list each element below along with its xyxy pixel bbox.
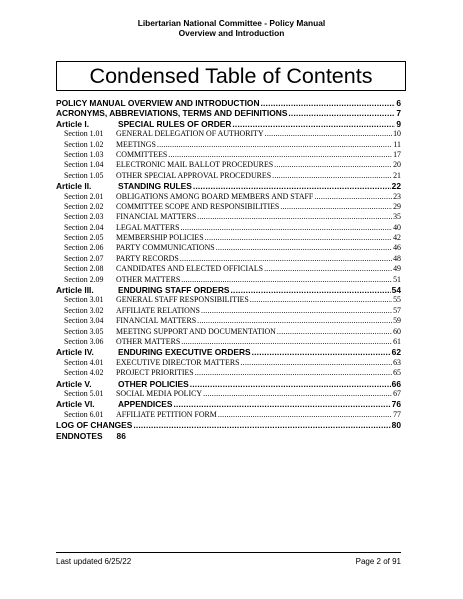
toc-entry-section[interactable]	[56, 192, 401, 202]
toc-entry-article[interactable]	[56, 285, 401, 295]
toc-entry-label: EXECUTIVE DIRECTOR MATTERS	[116, 357, 240, 367]
toc-entry-section[interactable]	[56, 202, 401, 212]
toc-leader-dots	[181, 223, 393, 233]
toc-entry-page: 67	[393, 388, 401, 398]
toc-entry-page: 23	[393, 191, 401, 201]
toc-entry-page: 42	[393, 233, 401, 243]
toc-entry-section[interactable]	[56, 295, 401, 305]
toc-entry-section[interactable]	[56, 337, 401, 347]
toc-entry-page: 11	[393, 139, 401, 149]
toc-entry-article[interactable]	[56, 379, 401, 389]
toc-entry-number: Article V.	[56, 378, 92, 389]
toc-leader-dots	[280, 202, 392, 212]
toc-entry-page: 48	[393, 253, 401, 263]
toc-entry-number: Section 3.02	[64, 305, 104, 315]
toc-entry-page: 61	[393, 336, 401, 346]
toc-leader-dots	[232, 119, 395, 129]
last-updated: Last updated 6/25/22	[56, 557, 132, 566]
toc-entry-number: Section 4.01	[64, 357, 104, 367]
toc-entry-label: PARTY COMMUNICATIONS	[116, 243, 215, 253]
toc-entry-section[interactable]	[56, 171, 401, 181]
toc-entry-section[interactable]	[56, 129, 401, 139]
toc-leader-dots	[314, 192, 392, 202]
toc-entry-section[interactable]	[56, 316, 401, 326]
toc-entry-number: Section 1.01	[64, 129, 104, 139]
toc-entry-page: 51	[393, 274, 401, 284]
toc-leader-dots	[193, 181, 391, 191]
toc-leader-dots	[216, 243, 392, 253]
toc-entry-number: Article II.	[56, 181, 92, 192]
toc-entry-page: 20	[393, 160, 401, 170]
page-header	[0, 18, 463, 39]
toc-entry-label: GENERAL STAFF RESPONSIBILITIES	[116, 295, 249, 305]
toc-entry-number: Section 2.02	[64, 201, 104, 211]
toc-leader-dots	[231, 285, 391, 295]
toc-leader-dots	[197, 316, 392, 326]
toc-entry-label: OTHER MATTERS	[116, 274, 181, 284]
toc-entry-label: MEETING SUPPORT AND DOCUMENTATION	[116, 326, 276, 336]
toc-leader-dots	[277, 327, 392, 337]
toc-entry-page: 10	[393, 129, 401, 139]
toc-leader-dots	[157, 140, 393, 150]
toc-entry-page: 40	[393, 222, 401, 232]
toc-entry-number: Section 3.01	[64, 295, 104, 305]
toc-entry-number: Article I.	[56, 118, 90, 129]
toc-entry-article[interactable]	[56, 399, 401, 409]
toc-entry-label: POLICY MANUAL OVERVIEW AND INTRODUCTION	[56, 98, 260, 108]
toc-entry-label: STANDING RULES	[118, 181, 192, 192]
toc-entry-label: MEMBERSHIP POLICIES	[116, 233, 204, 243]
toc-entry-section[interactable]	[56, 243, 401, 253]
toc-entry-label: AFFILIATE RELATIONS	[116, 305, 200, 315]
toc-entry-number: Section 2.06	[64, 243, 104, 253]
toc-entry-page: 80	[391, 420, 401, 431]
toc-entry-label: LEGAL MATTERS	[116, 222, 180, 232]
toc-entry-article[interactable]	[56, 98, 401, 108]
toc-entry-number: Section 2.04	[64, 222, 104, 232]
toc-entry-section[interactable]	[56, 306, 401, 316]
toc-entry-number: Section 4.02	[64, 368, 104, 378]
toc-leader-dots	[203, 389, 392, 399]
toc-leader-dots	[272, 171, 392, 181]
toc-entry-page: 6	[396, 98, 401, 108]
toc-entry-label: ENDURING EXECUTIVE ORDERS	[118, 347, 251, 358]
toc-leader-dots	[264, 264, 392, 274]
toc-entry-page: 63	[393, 357, 401, 367]
toc-entry-article[interactable]	[56, 119, 401, 129]
toc-entry-page: 77	[393, 409, 401, 419]
toc-entry-label: ENDURING STAFF ORDERS	[118, 285, 230, 296]
toc-entry-label: FINANCIAL MATTERS	[116, 212, 197, 222]
toc-leader-dots	[190, 379, 391, 389]
toc-entry-number: Section 2.08	[64, 264, 104, 274]
toc-entry-label: AFFILIATE PETITION FORM	[116, 409, 217, 419]
toc-entry-page: 55	[393, 295, 401, 305]
toc-entry-page: 17	[393, 149, 401, 159]
toc-leader-dots	[265, 129, 392, 139]
toc-entry-section[interactable]	[56, 223, 401, 233]
toc-leader-dots	[288, 108, 395, 118]
toc-entry-number: Section 1.02	[64, 139, 104, 149]
toc-leader-dots	[173, 399, 390, 409]
toc-leader-dots	[180, 254, 392, 264]
toc-entry-page: 65	[393, 368, 401, 378]
toc-entry-section[interactable]	[56, 275, 401, 285]
toc-entry-section[interactable]	[56, 358, 401, 368]
toc-entry-number: Section 3.06	[64, 336, 104, 346]
toc-leader-dots	[201, 306, 392, 316]
toc-leader-dots	[181, 275, 392, 285]
toc-entry-label: ENDNOTES	[56, 430, 103, 441]
toc-entry-section[interactable]	[56, 140, 401, 150]
toc-entry-section[interactable]	[56, 327, 401, 337]
toc-entry-label: SOCIAL MEDIA POLICY	[116, 388, 203, 398]
toc-entry-section[interactable]	[56, 264, 401, 274]
toc-entry-article[interactable]	[56, 420, 401, 430]
toc-leader-dots	[252, 347, 391, 357]
toc-entry-article[interactable]	[56, 347, 401, 357]
toc-entry-label: FINANCIAL MATTERS	[116, 316, 197, 326]
toc-entry-page: 86	[116, 430, 126, 441]
toc-entry-number: Section 3.05	[64, 326, 104, 336]
toc-leader-dots	[250, 295, 392, 305]
toc-entry-label: MEETINGS	[116, 139, 156, 149]
toc-entry-section[interactable]	[56, 212, 401, 222]
toc-leader-dots	[168, 150, 392, 160]
toc-entry-label: ACRONYMS, ABBREVIATIONS, TERMS AND DEFINITIONS	[56, 108, 288, 119]
document-title: Condensed Table of Contents	[56, 61, 406, 91]
toc-entry-label: APPENDICES	[118, 399, 173, 410]
header-title: Libertarian National Committee - Policy Manual	[137, 18, 326, 28]
toc-entry-label: COMMITTEES	[116, 149, 168, 159]
toc-leader-dots	[205, 233, 392, 243]
toc-entry-page: 66	[391, 378, 401, 389]
toc-entry-label: PROJECT PRIORITIES	[116, 368, 194, 378]
toc-entry-page: 62	[391, 347, 401, 358]
toc-entry-page: 22	[391, 181, 401, 192]
toc-entry-section[interactable]	[56, 410, 401, 420]
page-number: Page 2 of 91	[355, 557, 401, 566]
toc-entry-page: 9	[396, 118, 401, 129]
toc-entry-page: 54	[391, 285, 401, 296]
toc-entry-page: 21	[393, 170, 401, 180]
toc-entry-page: 35	[393, 212, 401, 222]
toc-entry-number: Article IV.	[56, 347, 94, 358]
toc-entry-section[interactable]	[56, 233, 401, 243]
toc-entry-article[interactable]	[56, 181, 401, 191]
toc-entry-page: 76	[391, 399, 401, 410]
toc-entry-section[interactable]	[56, 160, 401, 170]
toc-entry-label: COMMITTEE SCOPE AND RESPONSIBILITIES	[116, 201, 280, 211]
toc-entry-section[interactable]	[56, 389, 401, 399]
toc-entry-label: CANDIDATES AND ELECTED OFFICIALS	[116, 264, 264, 274]
toc-entry-label: ELECTRONIC MAIL BALLOT PROCEDURES	[116, 160, 274, 170]
toc-entry-number: Section 2.09	[64, 274, 104, 284]
toc-entry-number: Article III.	[56, 285, 94, 296]
toc-entry-label: OBLIGATIONS AMONG BOARD MEMBERS AND STAFF	[116, 191, 314, 201]
table-of-contents	[56, 98, 401, 441]
toc-entry-number: Section 5.01	[64, 388, 104, 398]
toc-entry-page: 60	[393, 326, 401, 336]
toc-entry-number: Section 3.04	[64, 316, 104, 326]
toc-entry-label: OTHER POLICIES	[118, 378, 189, 389]
toc-entry-number: Section 1.04	[64, 160, 104, 170]
toc-entry-page: 57	[393, 305, 401, 315]
toc-entry-label: LOG OF CHANGES	[56, 420, 133, 431]
toc-leader-dots	[274, 160, 392, 170]
toc-entry-page: 29	[393, 201, 401, 211]
toc-entry-label: PARTY RECORDS	[116, 253, 179, 263]
toc-entry-section[interactable]	[56, 254, 401, 264]
toc-entry-number: Section 2.01	[64, 191, 104, 201]
toc-entry-label: SPECIAL RULES OF ORDER	[118, 118, 232, 129]
toc-entry-page: 7	[396, 108, 401, 119]
header-subtitle: Overview and Introduction	[178, 28, 285, 39]
toc-entry-page: 59	[393, 316, 401, 326]
toc-leader-dots	[181, 337, 392, 347]
toc-entry-number: Section 1.05	[64, 170, 104, 180]
toc-entry-page: 49	[393, 264, 401, 274]
toc-entry-article[interactable]	[56, 108, 401, 118]
toc-entry-number: Section 2.05	[64, 233, 104, 243]
toc-entry-article[interactable]	[56, 431, 401, 441]
toc-leader-dots	[195, 368, 392, 378]
toc-leader-dots	[218, 410, 392, 420]
toc-entry-label: GENERAL DELEGATION OF AUTHORITY	[116, 129, 264, 139]
toc-entry-number: Section 2.03	[64, 212, 104, 222]
toc-entry-page: 46	[393, 243, 401, 253]
toc-entry-section[interactable]	[56, 368, 401, 378]
toc-entry-number: Section 1.03	[64, 149, 104, 159]
toc-entry-section[interactable]	[56, 150, 401, 160]
toc-leader-dots	[133, 420, 390, 430]
footer-divider	[56, 552, 401, 553]
toc-leader-dots	[261, 98, 396, 108]
toc-entry-number: Section 6.01	[64, 409, 104, 419]
toc-entry-label: OTHER MATTERS	[116, 336, 181, 346]
toc-leader-dots	[240, 358, 392, 368]
toc-entry-number: Article VI.	[56, 399, 95, 410]
toc-leader-dots	[197, 212, 392, 222]
toc-entry-number: Section 2.07	[64, 253, 104, 263]
toc-entry-label: OTHER SPECIAL APPROVAL PROCEDURES	[116, 170, 272, 180]
